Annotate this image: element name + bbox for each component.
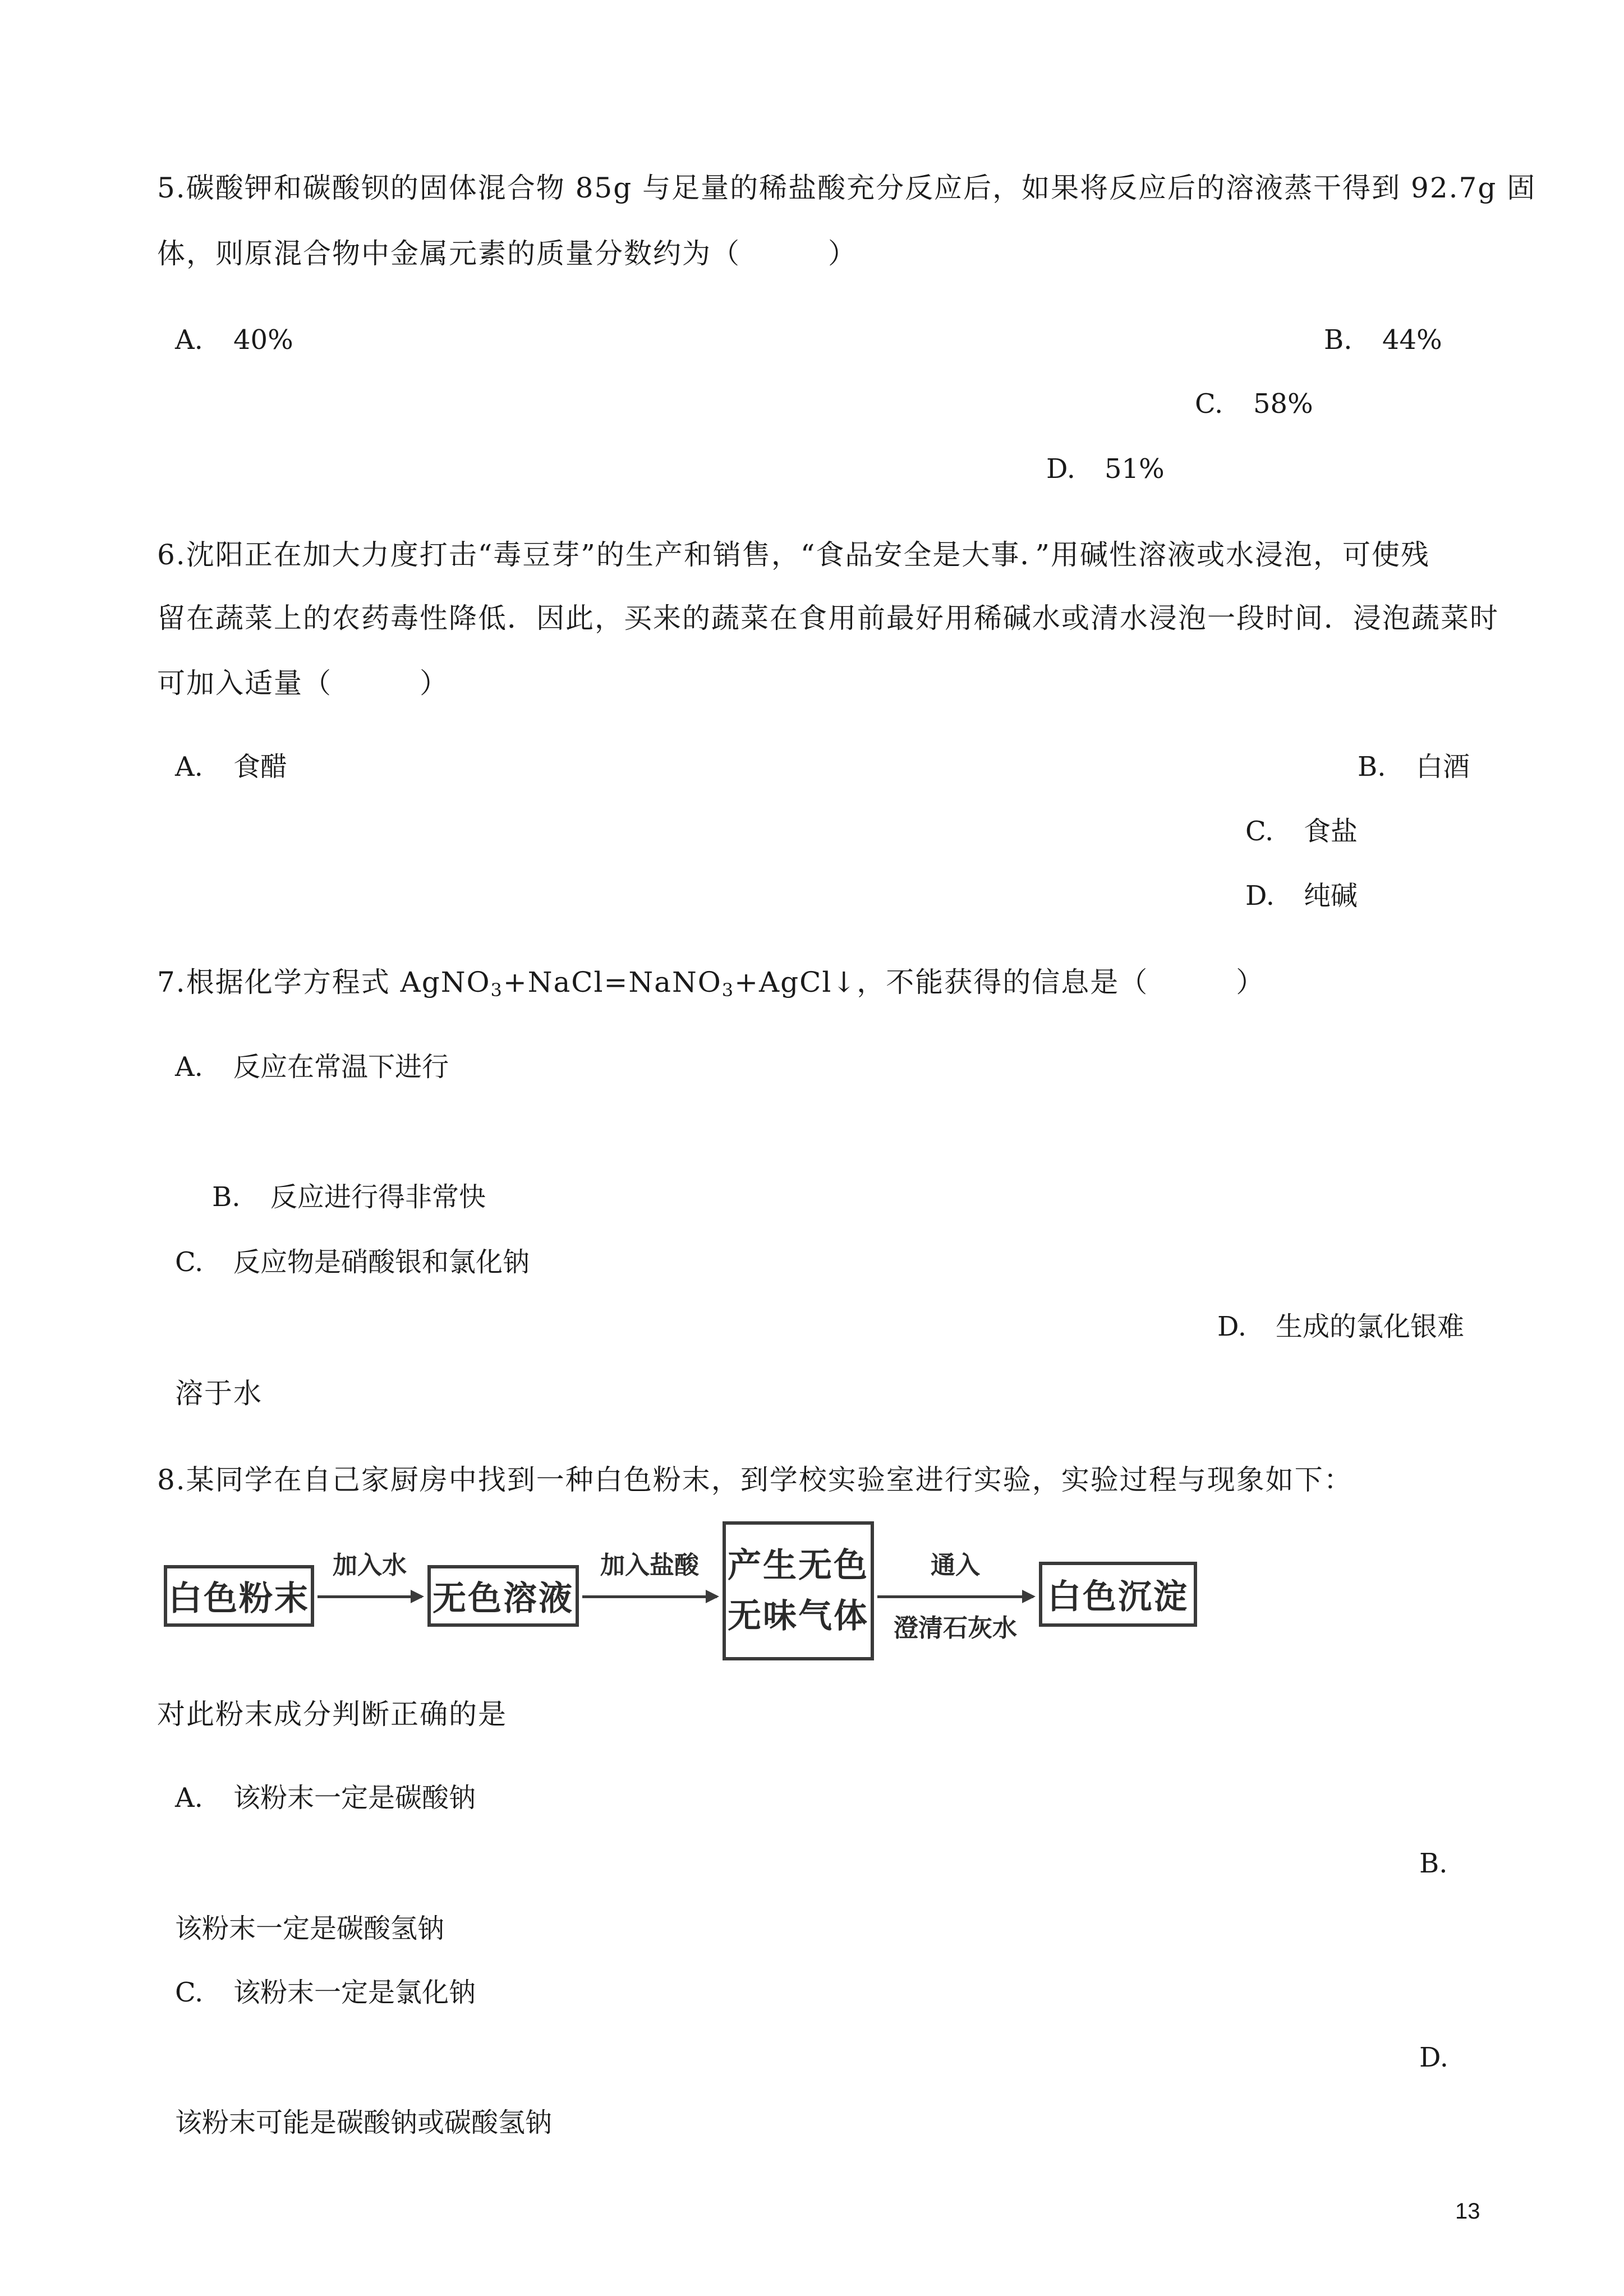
option-text: 58%: [1253, 388, 1313, 420]
flow-arrow-3: [877, 1595, 1033, 1598]
q7-subscript-2: 3: [721, 979, 735, 1001]
q8-option-b-text[interactable]: [175, 1911, 444, 1947]
q5-option-a[interactable]: [175, 322, 293, 358]
option-text: 该粉末一定是碳酸钠: [233, 1782, 476, 1814]
q5-option-b[interactable]: [1324, 322, 1442, 358]
q6-stem-line3: 可加入适量（ ）: [157, 667, 449, 700]
option-text: 该粉末一定是碳酸氢钠: [175, 1913, 445, 1944]
q7-stem-suffix: +AgCl↓，不能获得的信息是（ ）: [734, 966, 1266, 999]
option-label: B.: [1358, 751, 1386, 783]
q6-option-b[interactable]: [1358, 749, 1470, 785]
q6-option-a[interactable]: [175, 749, 287, 785]
flow-arrow-2: [582, 1595, 717, 1598]
flow-box-gas: [723, 1521, 874, 1660]
q5-stem-line1: 5.碳酸钾和碳酸钡的固体混合物 85g 与足量的稀盐酸充分反应后，如果将反应后的溶液蒸干得到 92.7g 固: [157, 172, 1536, 204]
q8-option-a[interactable]: [175, 1780, 476, 1816]
q8-option-c[interactable]: [175, 1975, 476, 2010]
option-label: B.: [1324, 324, 1352, 356]
option-text: 反应进行得非常快: [270, 1181, 486, 1213]
flow-box-gas-line2: 无味气体: [728, 1596, 869, 1636]
page-number: 13: [1455, 2199, 1480, 2224]
flow-arrow-3-label-top: 通入: [931, 1551, 980, 1580]
q5-option-d[interactable]: [1046, 451, 1165, 487]
q8-option-d-text[interactable]: [175, 2105, 552, 2141]
q7-option-d[interactable]: [1217, 1309, 1464, 1345]
option-text: 该粉末可能是碳酸钠或碳酸氢钠: [175, 2107, 553, 2138]
q8-option-d-label[interactable]: [1419, 2040, 1448, 2076]
q5-option-c[interactable]: [1195, 386, 1313, 422]
option-text: 51%: [1105, 453, 1165, 485]
option-text: 反应在常温下进行: [233, 1051, 449, 1083]
flow-arrow-3-label-bottom: 澄清石灰水: [894, 1614, 1017, 1642]
option-label: B.: [1419, 1848, 1448, 1879]
option-text: 生成的氯化银难: [1276, 1311, 1465, 1342]
q6-stem-line1: 6.沈阳正在加大力度打击“毒豆芽”的生产和销售，“食品安全是大事．”用碱性溶液或水浸泡，可使残: [157, 539, 1430, 571]
flow-arrow-2-label: 加入盐酸: [600, 1551, 699, 1580]
option-label: C.: [175, 1977, 204, 2008]
q6-option-c[interactable]: [1245, 813, 1358, 849]
q8-stem-line2: 对此粉末成分判断正确的是: [157, 1698, 507, 1731]
flow-box-white-precipitate: 白色沉淀: [1039, 1562, 1197, 1627]
flow-arrow-1: [318, 1595, 422, 1598]
option-label: D.: [1245, 880, 1275, 912]
q8-stem-line1: 8.某同学在自己家厨房中找到一种白色粉末，到学校实验室进行实验，实验过程与现象如下：: [157, 1464, 1353, 1496]
option-text: 44%: [1382, 324, 1442, 356]
option-text: 白酒: [1416, 751, 1470, 783]
q6-stem-line2: 留在蔬菜上的农药毒性降低．因此，买来的蔬菜在食用前最好用稀碱水或清水浸泡一段时间．浸泡蔬菜时: [157, 602, 1499, 634]
option-text: 该粉末一定是氯化钠: [233, 1977, 476, 2008]
option-text: 食盐: [1304, 816, 1358, 847]
option-label: C.: [1245, 816, 1274, 847]
flow-box-colorless-solution: 无色溶液: [427, 1565, 579, 1627]
q7-stem-prefix: 7.根据化学方程式 AgNO: [157, 966, 491, 999]
flow-box-white-powder: 白色粉末: [164, 1565, 314, 1627]
option-label: A.: [175, 1051, 203, 1083]
option-text: 食醋: [233, 751, 288, 783]
option-text: 反应物是硝酸银和氯化钠: [233, 1246, 530, 1278]
q8-option-b-label[interactable]: [1419, 1846, 1448, 1881]
q7-option-d-continuation: 溶于水: [175, 1377, 263, 1410]
q7-stem: [157, 964, 1265, 1000]
option-label: A.: [175, 751, 203, 783]
option-text: 40%: [233, 324, 293, 356]
option-label: D.: [1217, 1311, 1247, 1342]
q7-option-a[interactable]: [175, 1049, 449, 1085]
q5-stem-line2: 体，则原混合物中金属元素的质量分数约为（ ）: [157, 237, 857, 270]
q6-option-d[interactable]: [1245, 878, 1358, 914]
q7-subscript-1: 3: [490, 979, 503, 1001]
option-label: D.: [1419, 2042, 1449, 2073]
option-label: D.: [1046, 453, 1076, 485]
option-label: C.: [175, 1246, 204, 1278]
flow-arrow-1-label: 加入水: [333, 1551, 407, 1580]
option-label: C.: [1195, 388, 1223, 420]
q7-stem-mid: +NaCl=NaNO: [503, 966, 722, 999]
q7-option-c[interactable]: [175, 1244, 530, 1280]
option-label: A.: [175, 1782, 203, 1814]
option-label: B.: [212, 1181, 241, 1213]
flow-box-gas-line1: 产生无色: [728, 1546, 869, 1585]
option-label: A.: [175, 324, 203, 356]
q7-option-b[interactable]: [212, 1179, 486, 1215]
option-text: 纯碱: [1304, 880, 1358, 912]
